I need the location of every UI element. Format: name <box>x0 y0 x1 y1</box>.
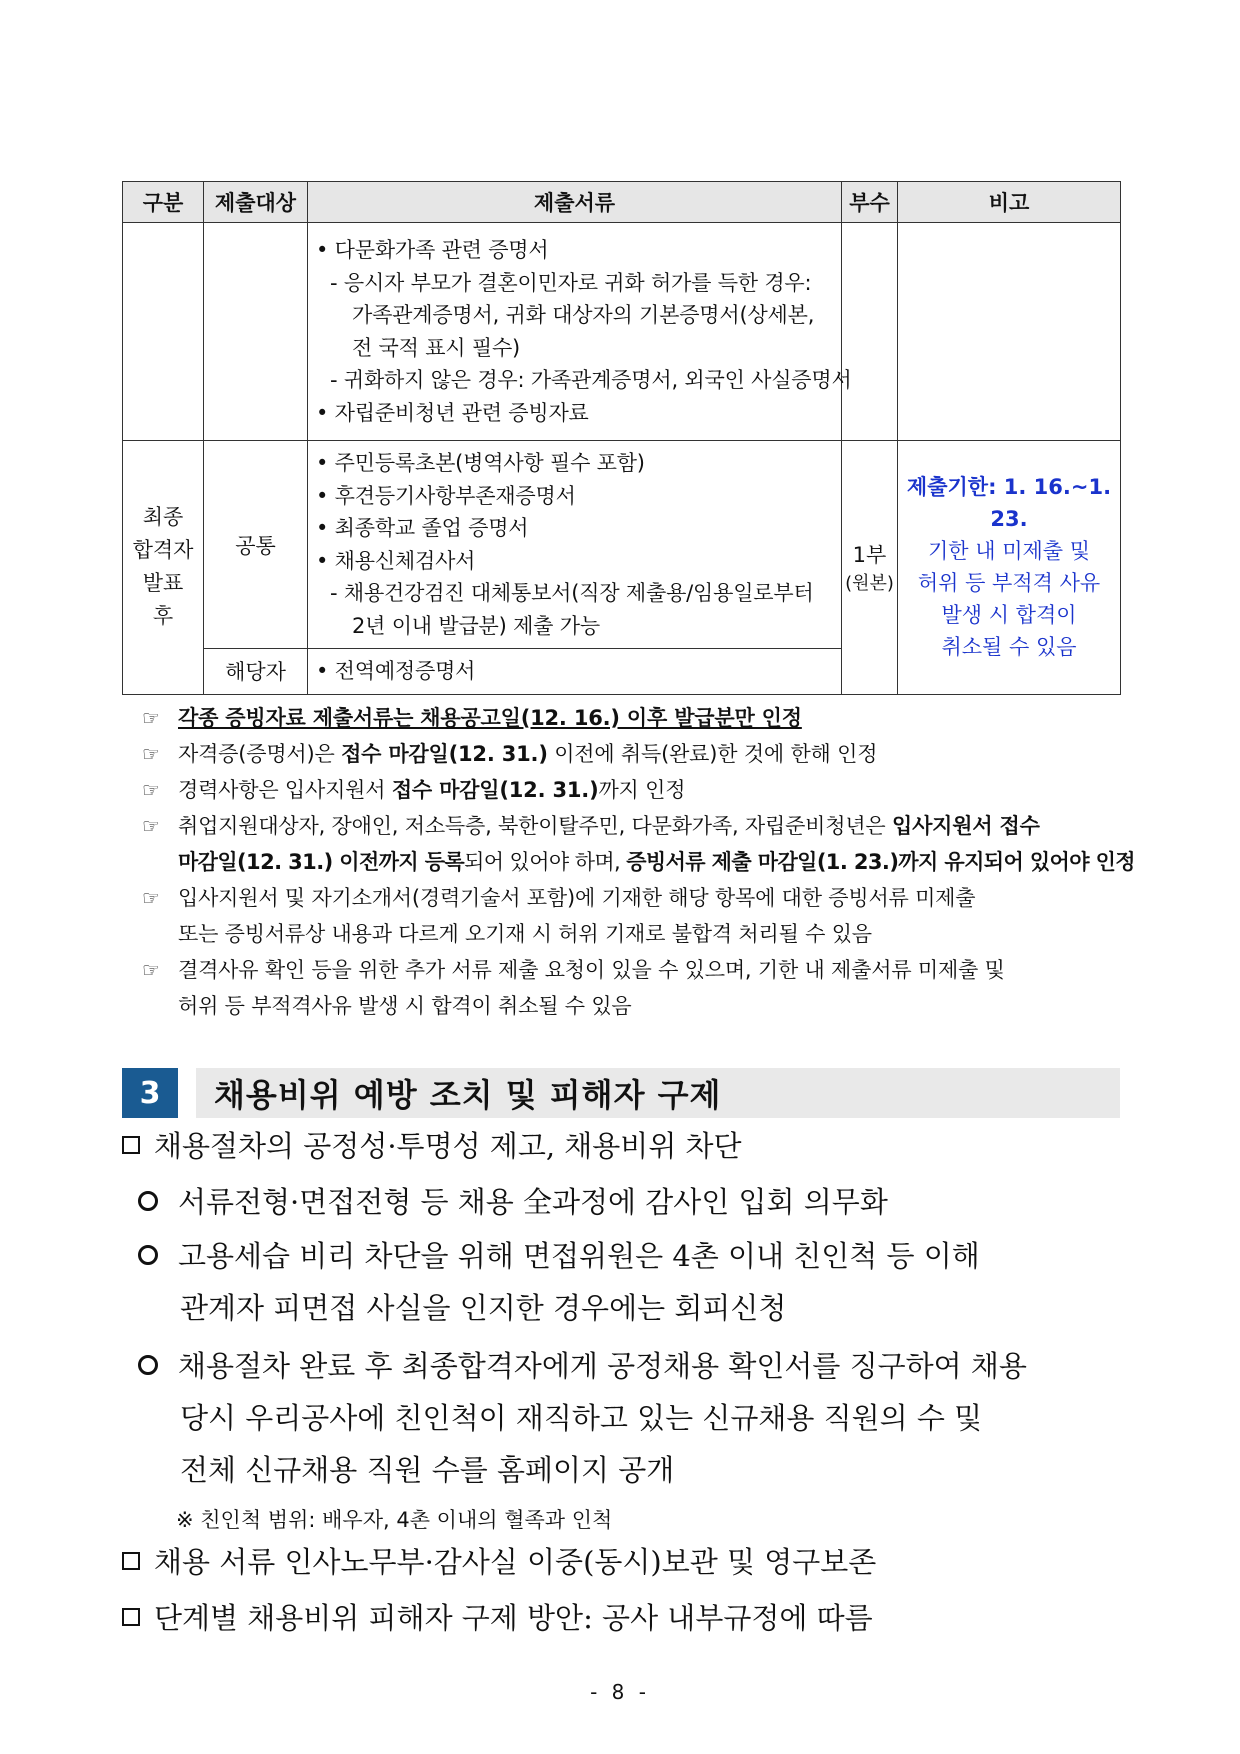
target-cell <box>204 223 308 441</box>
note-text: 경력사항은 입사지원서 <box>178 778 392 802</box>
pointing-hand-icon: ☞ <box>142 706 160 730</box>
doc-line: • 다문화가족 관련 증명서 <box>316 238 549 262</box>
bullet-text: 고용세습 비리 차단을 위해 면접위원은 4촌 이내 친인척 등 이해 <box>178 1239 980 1273</box>
doc-line: 가족관계증명서, 귀화 대상자의 기본증명서(상세본, <box>352 303 815 327</box>
header-target: 제출대상 <box>204 182 308 223</box>
note-text: 허위 등 부적격사유 발생 시 합격이 취소될 수 있음 <box>178 994 632 1018</box>
note-bold: 접수 마감일(12. 31.) <box>391 778 599 802</box>
bullet-item <box>122 1590 873 1646</box>
note-text: 취업지원대상자, 장애인, 저소득층, 북한이탈주민, 다문화가족, 자립준비청년은 <box>178 814 892 838</box>
gubun-line: 후 <box>152 604 174 629</box>
note-item <box>142 880 1132 952</box>
remark-line: 취소될 수 있음 <box>941 635 1077 660</box>
square-bullet-icon <box>122 1552 140 1570</box>
bullet-text: 채용절차의 공정성·투명성 제고, 채용비위 차단 <box>154 1129 742 1163</box>
doc-line: • 최종학교 졸업 증명서 <box>316 516 529 540</box>
circle-bullet-icon <box>138 1245 158 1265</box>
note-text: 되어 있어야 하며, <box>464 850 627 874</box>
remark-line: 발생 시 합격이 <box>941 603 1077 628</box>
bullet-item <box>122 1534 876 1590</box>
note-item <box>142 808 1135 880</box>
gubun-cell <box>123 441 204 695</box>
pointing-hand-icon: ☞ <box>142 886 160 910</box>
gubun-line: 최종 <box>142 505 184 530</box>
bullet-text-continued: 당시 우리공사에 친인척이 재직하고 있는 신규채용 직원의 수 및 <box>180 1401 983 1435</box>
documents-table <box>122 181 1121 695</box>
target-cell: 공통 <box>204 441 308 649</box>
doc-line: - 응시자 부모가 결혼이민자로 귀화 허가를 득한 경우: <box>330 270 812 295</box>
square-bullet-icon <box>122 1608 140 1626</box>
table-header-row <box>123 182 1121 223</box>
header-docs: 제출서류 <box>308 182 842 223</box>
remark-cell <box>898 223 1121 441</box>
note-text: 자격증(증명서)은 <box>178 742 342 766</box>
doc-line: • 후견등기사항부존재증명서 <box>316 483 576 508</box>
target-cell: 해당자 <box>204 649 308 695</box>
remark-line: 허위 등 부적격 사유 <box>917 571 1101 596</box>
circle-bullet-icon <box>138 1355 158 1375</box>
bullet-item <box>122 1118 742 1174</box>
note-text: 또는 증빙서류상 내용과 다르게 오기재 시 허위 기재로 불합격 처리될 수 있음 <box>178 922 872 946</box>
header-copies: 부수 <box>842 182 898 223</box>
copies-original: (원본) <box>845 573 894 595</box>
bullet-text-continued: 전체 신규채용 직원 수를 홈페이지 공개 <box>180 1453 675 1487</box>
note-item <box>142 952 1132 1024</box>
pointing-hand-icon: ☞ <box>142 742 160 766</box>
note-item <box>142 736 1132 772</box>
table-row <box>123 223 1121 441</box>
note-bold: 증빙서류 제출 마감일(1. 23.)까지 유지되어 있어야 인정 <box>626 850 1135 874</box>
note-item <box>142 772 1132 808</box>
note-bold: 마감일(12. 31.) 이전까지 등록 <box>178 850 465 874</box>
gubun-line: 합격자 <box>132 538 194 563</box>
deadline-text: 제출기한: 1. 16.~1. 23. <box>906 475 1112 532</box>
bullet-text: 서류전형·면접전형 등 채용 全과정에 감사인 입회 의무화 <box>178 1185 888 1219</box>
footnote: ※ 친인척 범위: 배우자, 4촌 이내의 혈족과 인척 <box>176 1508 613 1532</box>
bullet-text: 채용 서류 인사노무부·감사실 이중(동시)보관 및 영구보존 <box>154 1545 877 1579</box>
gubun-cell <box>123 223 204 441</box>
docs-cell <box>308 441 842 649</box>
note-text: 이전에 취득(완료)한 것에 한해 인정 <box>547 742 878 766</box>
pointing-hand-icon: ☞ <box>142 814 160 838</box>
note-item <box>142 700 1132 736</box>
note-text: 각종 증빙자료 제출서류는 채용공고일(12. 16.) 이후 발급분만 인정 <box>178 706 802 730</box>
sub-bullet-item <box>138 1174 888 1230</box>
bullet-text: 단계별 채용비위 피해자 구제 방안: 공사 내부규정에 따름 <box>154 1601 873 1635</box>
note-bold: 접수 마감일(12. 31.) <box>341 742 548 766</box>
square-bullet-icon <box>122 1136 140 1154</box>
doc-line: • 자립준비청년 관련 증빙자료 <box>316 400 589 425</box>
pointing-hand-icon: ☞ <box>142 958 160 982</box>
header-gubun: 구분 <box>123 182 204 223</box>
table-row <box>123 441 1121 649</box>
doc-line: - 귀화하지 않은 경우: 가족관계증명서, 외국인 사실증명서 <box>330 368 852 392</box>
header-remark: 비고 <box>898 182 1121 223</box>
note-text: 입사지원서 및 자기소개서(경력기술서 포함)에 기재한 해당 항목에 대한 증빙서류 미제출 <box>178 886 976 910</box>
pointing-hand-icon: ☞ <box>142 778 160 802</box>
note-bold: 입사지원서 접수 <box>891 814 1040 838</box>
copies-count: 1부 <box>852 543 887 568</box>
gubun-line: 발표 <box>142 571 184 596</box>
copies-cell <box>842 223 898 441</box>
doc-line: • 채용신체검사서 <box>316 548 476 573</box>
note-text: 결격사유 확인 등을 위한 추가 서류 제출 요청이 있을 수 있으며, 기한 내 제출서류 미제출 및 <box>178 958 1005 982</box>
notes-list <box>142 700 1135 1024</box>
sub-bullet-item <box>138 1230 980 1282</box>
doc-line: 2년 이내 발급분) 제출 가능 <box>352 613 600 638</box>
section-number: 3 <box>122 1068 178 1118</box>
docs-cell <box>308 649 842 695</box>
bullet-text: 채용절차 완료 후 최종합격자에게 공정채용 확인서를 징구하여 채용 <box>178 1349 1027 1383</box>
doc-line: • 전역예정증명서 <box>316 659 476 683</box>
page-number: - 8 - <box>590 1680 650 1704</box>
copies-cell <box>842 441 898 695</box>
remark-cell <box>898 441 1121 695</box>
doc-line: 전 국적 표시 필수) <box>352 335 521 360</box>
circle-bullet-icon <box>138 1191 158 1211</box>
doc-line: • 주민등록초본(병역사항 필수 포함) <box>316 451 645 475</box>
bullet-text-continued: 관계자 피면접 사실을 인지한 경우에는 회피신청 <box>180 1291 787 1325</box>
sub-bullet-item <box>138 1340 1027 1392</box>
remark-line: 기한 내 미제출 및 <box>927 539 1091 564</box>
docs-cell <box>308 223 852 441</box>
note-text: 까지 인정 <box>598 778 686 802</box>
section-title: 채용비위 예방 조치 및 피해자 구제 <box>196 1068 1120 1118</box>
doc-line: - 채용건강검진 대체통보서(직장 제출용/임용일로부터 <box>330 581 814 605</box>
